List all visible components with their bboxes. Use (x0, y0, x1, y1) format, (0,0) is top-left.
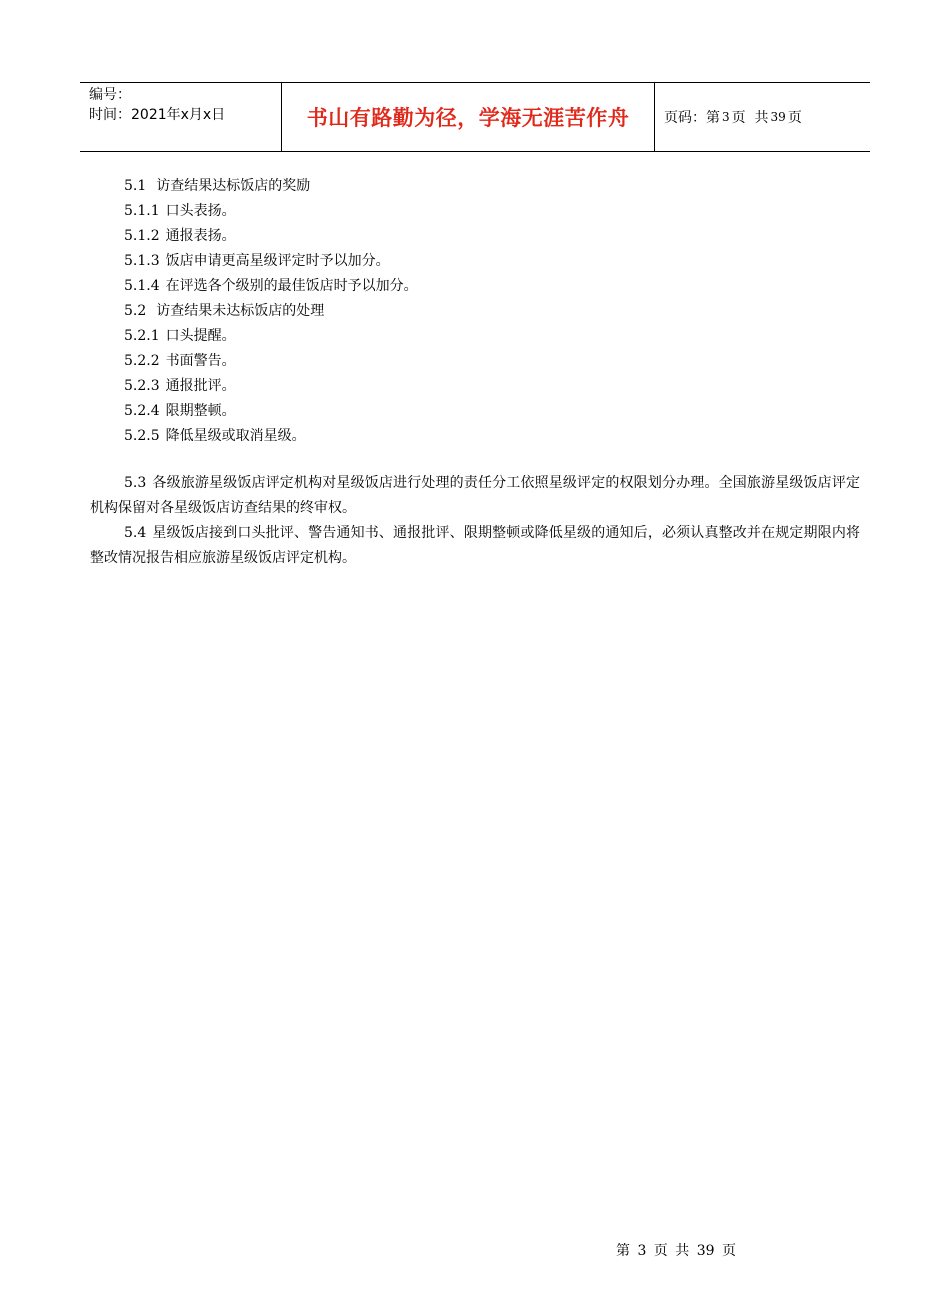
list-item: 5.2.5 降低星级或取消星级。 (124, 428, 306, 444)
header-meta (80, 83, 282, 151)
list-item: 5.2.2 书面警告。 (124, 353, 236, 369)
page-current: 3 (722, 110, 730, 124)
list-item: 5.2.4 限期整顿。 (124, 403, 236, 419)
page-prefix: 页码：第 (664, 110, 720, 126)
list-item: 5.1.1 口头表扬。 (124, 203, 236, 219)
list-item: 5.1.4 在评选各个级别的最佳饭店时予以加分。 (124, 278, 418, 294)
section-heading: 5.1 访查结果达标饭店的奖励 (124, 178, 311, 194)
list-item: 5.1.2 通报表扬。 (124, 228, 236, 244)
paragraph: 5.4 星级饭店接到口头批评、警告通知书、通报批评、限期整顿或降低星级的通知后，必须认真整改并在规定期限内将整改情况报告相应旅游星级饭店评定机构。 (90, 525, 860, 566)
document-body (90, 174, 860, 571)
page-mid: 页 共 (731, 110, 769, 126)
list-item: 5.2.3 通报批评。 (124, 378, 236, 394)
document-number-label: 编号： (89, 87, 131, 103)
header-motto: 书山有路勤为径，学海无涯苦作舟 (282, 83, 655, 151)
header-page-indicator (655, 83, 870, 151)
document-time: 时间：2021年x月x日 (89, 107, 226, 123)
list-item: 5.1.3 饭店申请更高星级评定时予以加分。 (124, 253, 390, 269)
page-header (80, 82, 870, 152)
page-footer: 第 3 页 共 39 页 (616, 1243, 736, 1259)
list-item: 5.2.1 口头提醒。 (124, 328, 236, 344)
page-suffix: 页 (787, 110, 802, 126)
section-heading: 5.2 访查结果未达标饭店的处理 (124, 303, 325, 319)
page-total: 39 (770, 110, 786, 124)
paragraph: 5.3 各级旅游星级饭店评定机构对星级饭店进行处理的责任分工依照星级评定的权限划分办理。全国旅游星级饭店评定机构保留对各星级饭店访查结果的终审权。 (90, 475, 860, 516)
